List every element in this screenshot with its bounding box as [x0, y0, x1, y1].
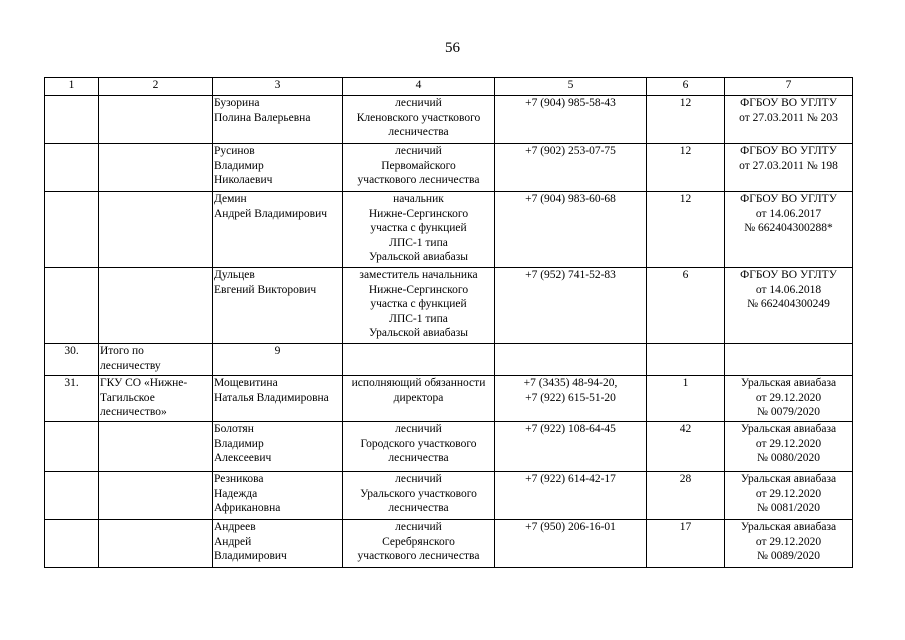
name-cell: [213, 422, 343, 472]
count-cell: 12: [647, 144, 725, 192]
table-row: [45, 472, 853, 520]
total-value-cell: 9: [213, 344, 343, 376]
cell-line: от 29.12.2020: [755, 391, 822, 404]
forestry-cell: [99, 422, 213, 472]
cell-line: № 0080/2020: [756, 452, 821, 464]
column-header: 5: [495, 78, 647, 96]
forestry-cell: [99, 376, 213, 422]
cell-line: ФГБОУ ВО УГЛТУ: [740, 145, 837, 157]
cell-line: ЛПС-1 типа: [389, 312, 448, 325]
empty-cell: [647, 344, 725, 376]
cell-line: лесничий: [395, 521, 442, 533]
phone-cell: [495, 376, 647, 422]
position-cell: [343, 96, 495, 144]
cell-line: +7 (904) 983-60-68: [525, 193, 616, 205]
forestry-cell: [99, 144, 213, 192]
cell-line: Итого по: [100, 345, 144, 357]
cell-line: № 0081/2020: [756, 502, 821, 514]
cell-line: лесничий: [395, 97, 442, 109]
cell-line: от 29.12.2020: [755, 535, 822, 548]
position-cell: [343, 520, 495, 568]
row-number-cell: 30.: [45, 344, 99, 376]
cell-line: Уральская авиабаза: [740, 423, 837, 435]
cell-line: Алексеевич: [214, 452, 272, 464]
cell-line: Владимир: [214, 437, 264, 450]
cell-line: ФГБОУ ВО УГЛТУ: [740, 193, 837, 205]
cell-line: директора: [393, 391, 444, 404]
cell-line: № 0089/2020: [756, 550, 821, 562]
cell-line: № 0079/2020: [756, 406, 821, 418]
document-cell: [725, 96, 853, 144]
column-header: 6: [647, 78, 725, 96]
cell-line: Африкановна: [214, 502, 281, 514]
phone-cell: [495, 192, 647, 268]
cell-line: от 14.06.2018: [755, 283, 822, 296]
cell-line: Уральская авиабаза: [740, 377, 837, 389]
cell-line: Тагильское: [100, 391, 155, 404]
name-cell: [213, 268, 343, 344]
column-header: 7: [725, 78, 853, 96]
cell-line: участкового лесничества: [357, 550, 480, 562]
cell-line: Евгений Викторович: [214, 283, 317, 296]
cell-line: от 14.06.2017: [755, 207, 822, 220]
cell-line: от 29.12.2020: [755, 437, 822, 450]
name-cell: [213, 520, 343, 568]
document-cell: [725, 422, 853, 472]
cell-line: начальник: [393, 193, 444, 205]
count-cell: 1: [647, 376, 725, 422]
cell-line: лесничеству: [100, 359, 161, 372]
document-cell: [725, 472, 853, 520]
forestry-staff-table: [44, 77, 853, 568]
row-number-cell: [45, 96, 99, 144]
table-row: [45, 144, 853, 192]
forestry-cell: [99, 472, 213, 520]
cell-line: Владимир: [214, 159, 264, 172]
cell-line: Русинов: [214, 145, 255, 157]
row-number-cell: [45, 422, 99, 472]
cell-line: ФГБОУ ВО УГЛТУ: [740, 269, 837, 281]
position-cell: [343, 144, 495, 192]
forestry-cell: [99, 96, 213, 144]
cell-line: +7 (902) 253-07-75: [525, 145, 616, 157]
cell-line: Полина Валерьевна: [214, 111, 311, 124]
cell-line: +7 (952) 741-52-83: [525, 269, 616, 281]
phone-cell: [495, 144, 647, 192]
cell-line: лесничества: [388, 502, 449, 514]
cell-line: Болотян: [214, 423, 254, 435]
table-row: [45, 192, 853, 268]
cell-line: Андреев: [214, 521, 256, 533]
cell-line: Уральская авиабаза: [740, 473, 837, 485]
page-number: 56: [445, 40, 460, 56]
count-cell: 42: [647, 422, 725, 472]
document-cell: [725, 144, 853, 192]
cell-line: Кленовского участкового: [356, 111, 481, 124]
cell-line: Городского участкового: [360, 437, 477, 450]
table-header-row: [45, 78, 853, 96]
phone-cell: [495, 96, 647, 144]
cell-line: лесничества: [388, 452, 449, 464]
cell-line: +7 (904) 985-58-43: [525, 97, 616, 109]
cell-line: Уральская авиабаза: [740, 521, 837, 533]
document-cell: [725, 520, 853, 568]
cell-line: Николаевич: [214, 174, 273, 186]
document-cell: [725, 268, 853, 344]
count-cell: 12: [647, 96, 725, 144]
table-row: [45, 96, 853, 144]
cell-line: № 662404300288*: [744, 222, 833, 234]
cell-line: Демин: [214, 193, 247, 205]
row-number-cell: [45, 268, 99, 344]
cell-line: +7 (922) 615-51-20: [525, 391, 616, 404]
cell-line: Андрей: [214, 535, 252, 548]
position-cell: [343, 422, 495, 472]
count-cell: 17: [647, 520, 725, 568]
cell-line: +7 (922) 614-42-17: [525, 473, 616, 485]
cell-line: участка с функцией: [370, 222, 467, 234]
cell-line: Уральского участкового: [360, 487, 477, 500]
document-cell: [725, 192, 853, 268]
cell-line: +7 (922) 108-64-45: [525, 423, 616, 435]
cell-line: от 27.03.2011 № 198: [739, 159, 838, 172]
cell-line: Серебрянского: [382, 535, 455, 548]
cell-line: ГКУ СО «Нижне-: [100, 377, 188, 389]
forestry-cell: [99, 192, 213, 268]
position-cell: [343, 376, 495, 422]
column-header: 4: [343, 78, 495, 96]
cell-line: Резникова: [214, 473, 264, 485]
name-cell: [213, 96, 343, 144]
cell-line: № 662404300249: [747, 298, 830, 310]
cell-line: заместитель начальника: [359, 269, 478, 281]
table-row: [45, 520, 853, 568]
cell-line: лесничество»: [100, 406, 167, 418]
cell-line: от 27.03.2011 № 203: [739, 111, 838, 124]
cell-line: Уральской авиабазы: [369, 327, 468, 339]
forestry-cell: [99, 520, 213, 568]
name-cell: [213, 376, 343, 422]
cell-line: +7 (950) 206-16-01: [525, 521, 616, 533]
phone-cell: [495, 472, 647, 520]
cell-line: Первомайского: [381, 159, 456, 172]
empty-cell: [725, 344, 853, 376]
cell-line: ЛПС-1 типа: [389, 236, 448, 249]
cell-line: лесничества: [388, 126, 449, 138]
document-cell: [725, 376, 853, 422]
cell-line: Андрей Владимирович: [214, 207, 328, 220]
phone-cell: [495, 520, 647, 568]
cell-line: ФГБОУ ВО УГЛТУ: [740, 97, 837, 109]
phone-cell: [495, 268, 647, 344]
row-number-cell: 31.: [45, 376, 99, 422]
cell-line: участка с функцией: [370, 298, 467, 310]
cell-line: лесничий: [395, 423, 442, 435]
cell-line: от 29.12.2020: [755, 487, 822, 500]
cell-line: лесничий: [395, 145, 442, 157]
empty-cell: [343, 344, 495, 376]
column-header: 3: [213, 78, 343, 96]
table-row: [45, 422, 853, 472]
cell-line: Уральской авиабазы: [369, 251, 468, 263]
cell-line: Дульцев: [214, 269, 255, 281]
forestry-cell: [99, 268, 213, 344]
name-cell: [213, 472, 343, 520]
cell-line: Мощевитина: [214, 377, 278, 389]
name-cell: [213, 192, 343, 268]
column-header: 1: [45, 78, 99, 96]
count-cell: 28: [647, 472, 725, 520]
total-row: [45, 344, 853, 376]
row-number-cell: [45, 144, 99, 192]
total-label-cell: [99, 344, 213, 376]
row-number-cell: [45, 192, 99, 268]
position-cell: [343, 268, 495, 344]
empty-cell: [495, 344, 647, 376]
cell-line: +7 (3435) 48-94-20,: [523, 377, 618, 389]
cell-line: лесничий: [395, 473, 442, 485]
cell-line: Надежда: [214, 487, 258, 500]
position-cell: [343, 472, 495, 520]
row-number-cell: [45, 520, 99, 568]
count-cell: 6: [647, 268, 725, 344]
column-header: 2: [99, 78, 213, 96]
phone-cell: [495, 422, 647, 472]
table-row: [45, 376, 853, 422]
cell-line: Владимирович: [214, 550, 287, 562]
cell-line: Нижне-Сергинского: [368, 283, 469, 296]
count-cell: 12: [647, 192, 725, 268]
cell-line: участкового лесничества: [357, 174, 480, 186]
position-cell: [343, 192, 495, 268]
table-row: [45, 268, 853, 344]
cell-line: исполняющий обязанности: [351, 377, 486, 389]
cell-line: Наталья Владимировна: [214, 391, 329, 404]
name-cell: [213, 144, 343, 192]
cell-line: Бузорина: [214, 97, 260, 109]
cell-line: Нижне-Сергинского: [368, 207, 469, 220]
row-number-cell: [45, 472, 99, 520]
